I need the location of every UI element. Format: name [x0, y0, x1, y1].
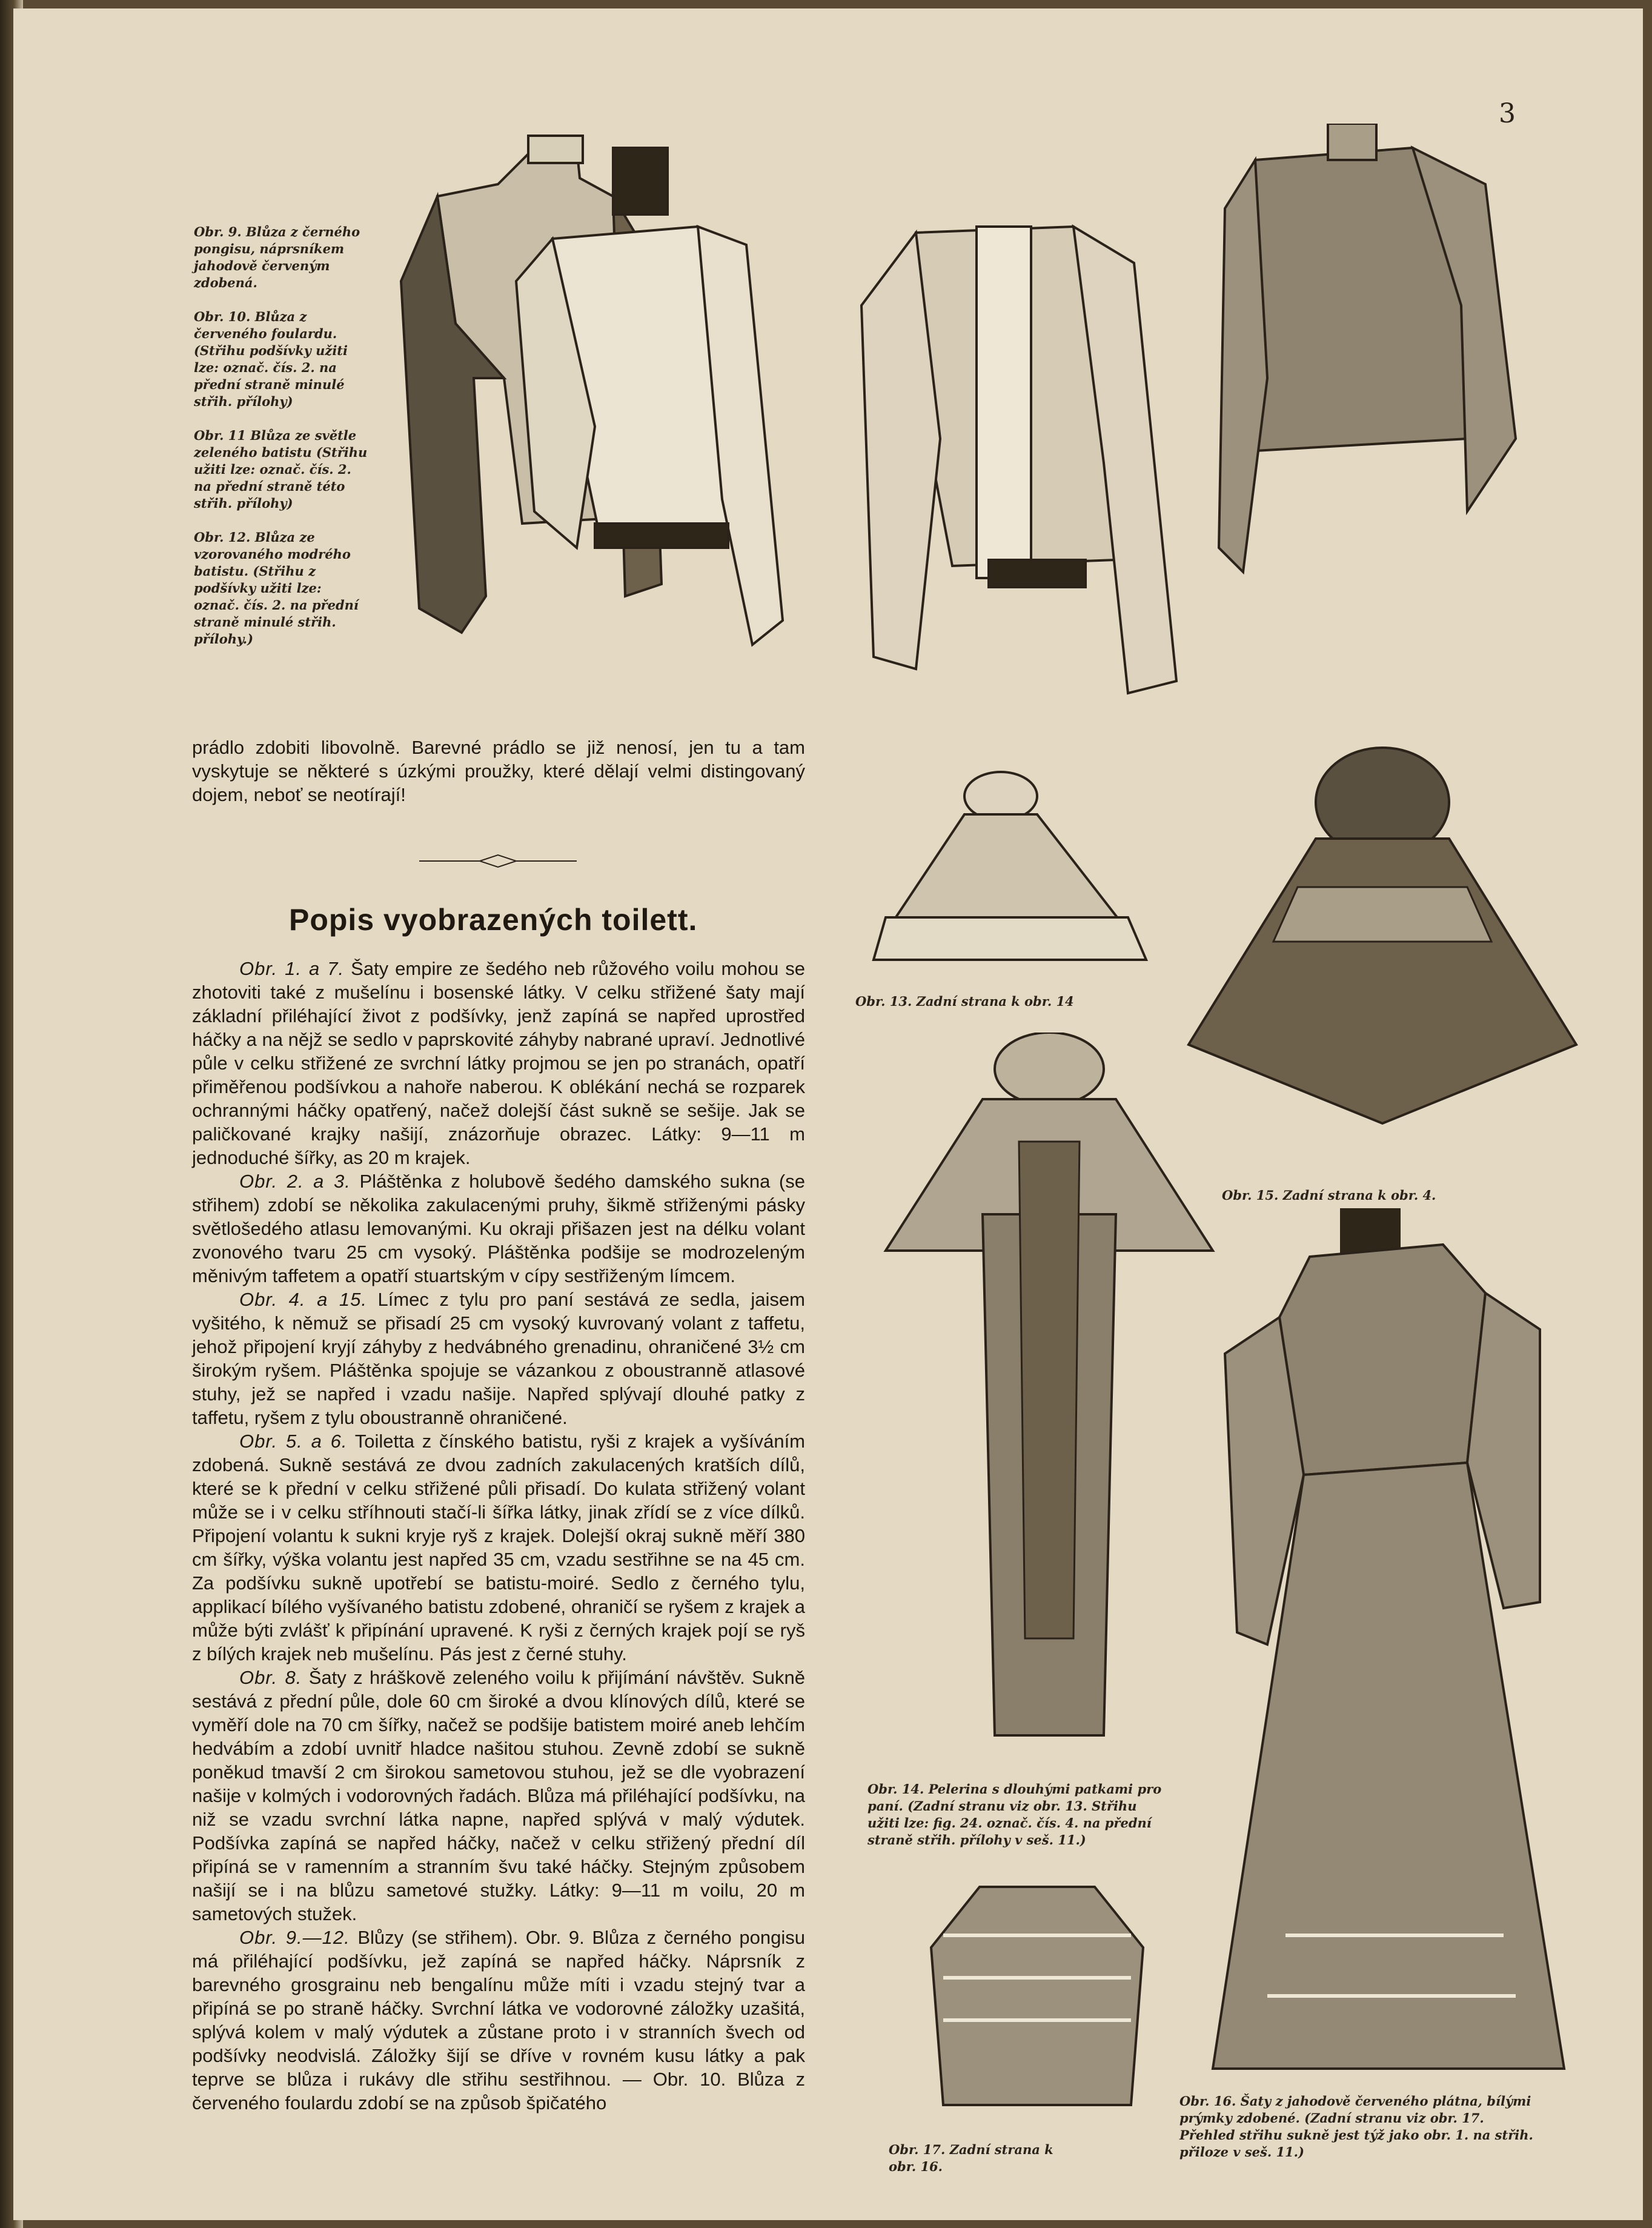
- cape-back-drawing: [861, 766, 1164, 966]
- dress-drawing: [1201, 1208, 1576, 2081]
- caption-obr-17: Obr. 17. Zadní strana k obr. 16.: [889, 2142, 1053, 2174]
- caption-obr-13: Obr. 13. Zadní strana k obr. 14: [855, 994, 1074, 1009]
- description-paragraph: [192, 1429, 805, 1666]
- paragraph-text: Pláštěnka z holubově šedého damského sukna (se střihem) zdobí se několika zakulacenými pruhy, šikmě střiženými pásky světlošedého atlasu lemovanými. Ku okraji přišazen jest na délku volant zvonového tvaru 25 cm vysoký. Pláštěnka podšije se modrozeleným měnivým taffetem a opatří stuartským v cípy sestřiženým límcem.: [192, 1171, 805, 1286]
- pelerine-drawing: [874, 1033, 1225, 1741]
- paragraph-text: Límec z tylu pro paní sestává ze sedla, jaisem vyšitého, k němuž se přisadí 25 cm vysoký kuvrovaný volant z taffetu, jehož připojení kryjí záhyby z hedvábného grenadinu, ohraničené 3½ cm širokým ryšem. Pláštěnka spojuje se vázankou z oboustranně atlasové stuhy, jež se napřed i vzadu našije. Napřed splývají dlouhé patky z taffetu, ryšem z tylu oboustranně ohraničené.: [192, 1289, 805, 1428]
- caption-obr-15: Obr. 15. Zadní strana k obr. 4.: [1222, 1188, 1436, 1203]
- caption-column: [194, 224, 368, 665]
- paragraph-text: Toiletta z čínského batistu, ryši z krajek a vyšíváním zdobená. Sukně sestává ze dvou zadních zakulacených kratších dílů, které se k přední v celku střižené půli přisadí. Do kulata střižený volant může se i v celku stříhnouti stačí-li šířka látky, jinak zřídí se z více dílků. Připojení volantu k sukni kryje ryš z krajek. Dolejší okraj sukně měří 380 cm šířky, výška volantu jest napřed 35 cm, vzadu sestřihne se na 45 cm. Za podšívku sukně upotřebí se batistu-moiré. Sedlo z černého tylu, applikací bílého vyšívaného batistu zdobené, ohraničí se ryšem z krajek a může býti zvlášť k připínání upravené. K ryši z černých krajek pojí se ryš z bílých krajek neb mušelínu. Pás jest z černé stuhy.: [192, 1431, 805, 1664]
- description-paragraph: [192, 1666, 805, 1926]
- caption-obr-10: Obr. 10. Blůza z červeného foulardu. (Střihu podšívky užiti lze: označ. čís. 2. na přední straně minulé střih. přílohy): [194, 309, 348, 409]
- paragraph-text: Šaty empire ze šedého neb růžového voilu mohou se zhotoviti také z mušelínu i bosenské látky. V celku střižené šaty mají základní přiléhající život z podšívky, jenž zapíná se napřed uprostřed háčky a na nějž se sedlo v paprskovité záhyby nabrané upraví. Jednotlivé půle v celku střižené ze svrchní látky projmou se jen po stranách, opatří přiměřenou podšívkou a nahoře naberou. K oblékání nechá se rozparek ochrannými háčky opatřený, načež dolejší část sukně se sešije. Jak se paličkované krajky našijí, znázorňuje obrazec. Látky: 9—11 m jednoduché šířky, as 20 m krajek.: [192, 958, 805, 1168]
- collar-back-drawing: [1176, 742, 1588, 1142]
- figure-reference: Obr. 8.: [239, 1667, 302, 1688]
- section-heading: Popis vyobrazených toilett.: [289, 903, 698, 937]
- caption-obr-14: Obr. 14. Pelerina s dlouhými patkami pro paní. (Zadní stranu viz obr. 13. Střihu užiti lze: fig. 24. označ. čís. 4. na přední straně střih. přílohy v seš. 11.): [867, 1781, 1162, 1847]
- intro-paragraph: prádlo zdobiti libovolně. Barevné prádlo se již nenosí, jen tu a tam vyskytuje se některé s úzkými proužky, které dělají velmi distingovaný dojem, neboť se neotírají!: [192, 737, 805, 805]
- blouses-illustration: [395, 124, 1534, 730]
- cape-back-illustration: [861, 766, 1164, 966]
- descriptions: [192, 957, 805, 2115]
- description-paragraph: [192, 957, 805, 1169]
- caption-obr-11: Obr. 11 Blůza ze světle zeleného batistu (Střihu užiti lze: označ. čís. 2. na přední straně této střih. přílohy): [194, 428, 368, 511]
- magazine-page: [13, 8, 1643, 2220]
- dress-back-drawing: [907, 1875, 1167, 2117]
- description-paragraph: [192, 1169, 805, 1288]
- collar-back-illustration: [1176, 742, 1588, 1142]
- figure-reference: Obr. 1. a 7.: [239, 958, 345, 979]
- description-paragraph: [192, 1288, 805, 1429]
- figure-reference: Obr. 5. a 6.: [239, 1431, 348, 1452]
- caption-obr-9: Obr. 9. Blůza z černého pongisu, náprsníkem jahodově červeným zdobená.: [194, 224, 360, 290]
- caption-obr-16: Obr. 16. Šaty z jahodově červeného plátna, bílými prýmky zdobené. (Zadní stranu viz obr. 17. Přehled střihu sukně jest týž jako obr. 1. na střih. přiloze v seš. 11.): [1179, 2093, 1533, 2160]
- dress-back-illustration: [907, 1875, 1167, 2117]
- caption-obr-12: Obr. 12. Blůza ze vzorovaného modrého batistu. (Střihu z podšívky užiti lze: označ. čís. 2. na přední straně minulé střih. přílohy.): [194, 530, 359, 647]
- paragraph-text: Blůzy (se střihem). Obr. 9. Blůza z černého pongisu má přiléhající podšívku, jež zapíná se napřed háčky. Náprsník z barevného grosgrainu neb bengalínu může míti i vzadu stejný tvar a připíná se po straně háčky. Svrchní látka ve vodorovné záložky uzašitá, splývá kolem v malý výdutek a zůstane proto i v stranních švech od podšívky neodvislá. Záložky šijí se dříve v rovném kusu látky a pak teprve se blůza i rukávy dle střihu sestřihnou. — Obr. 10. Blůza z červeného foulardu zdobí se na způsob špičatého: [192, 1927, 806, 2113]
- pelerine-illustration: [874, 1033, 1225, 1741]
- figure-reference: Obr. 4. a 15.: [239, 1289, 367, 1310]
- paragraph-text: Šaty z hráškově zeleného voilu k přijímání návštěv. Sukně sestává z přední půle, dole 60 cm široké a dvou klínových dílů, které se vyměří dole na 70 cm šířky, načež se podšije batistem moiré aneb lehčím hedvábím a zdobí uvnitř hladce našitou stuhou. Zevně zdobí se sukně poněkud tmavší 2 cm širokou sametovou stuhou, jež se dle vyobrazení našije v kolmých i vodorovných řadách. Blůza má přiléhající podšívku, na niž se vzadu svrchní látka napne, napřed splývá v malý výdutek. Podšívka zapíná se napřed háčky, načež v celku střižený přední díl připíná se v ramenním a stranním švu také háčky. Stejným způsobem našijí se i na blůzu sametové stužky. Látky: 9—11 m voilu, 20 m sametových stužek.: [192, 1667, 806, 1924]
- blouse-obr-12: [1219, 124, 1516, 572]
- page-number: 3: [1499, 98, 1516, 129]
- description-paragraph: [192, 1926, 805, 2115]
- ornament-divider: [419, 852, 577, 870]
- dress-illustration: [1201, 1208, 1576, 2081]
- blouses-drawing: [395, 124, 1534, 730]
- blouse-obr-11: [861, 227, 1176, 693]
- figure-reference: Obr. 9.—12.: [239, 1927, 350, 1948]
- figure-reference: Obr. 2. a 3.: [239, 1171, 351, 1192]
